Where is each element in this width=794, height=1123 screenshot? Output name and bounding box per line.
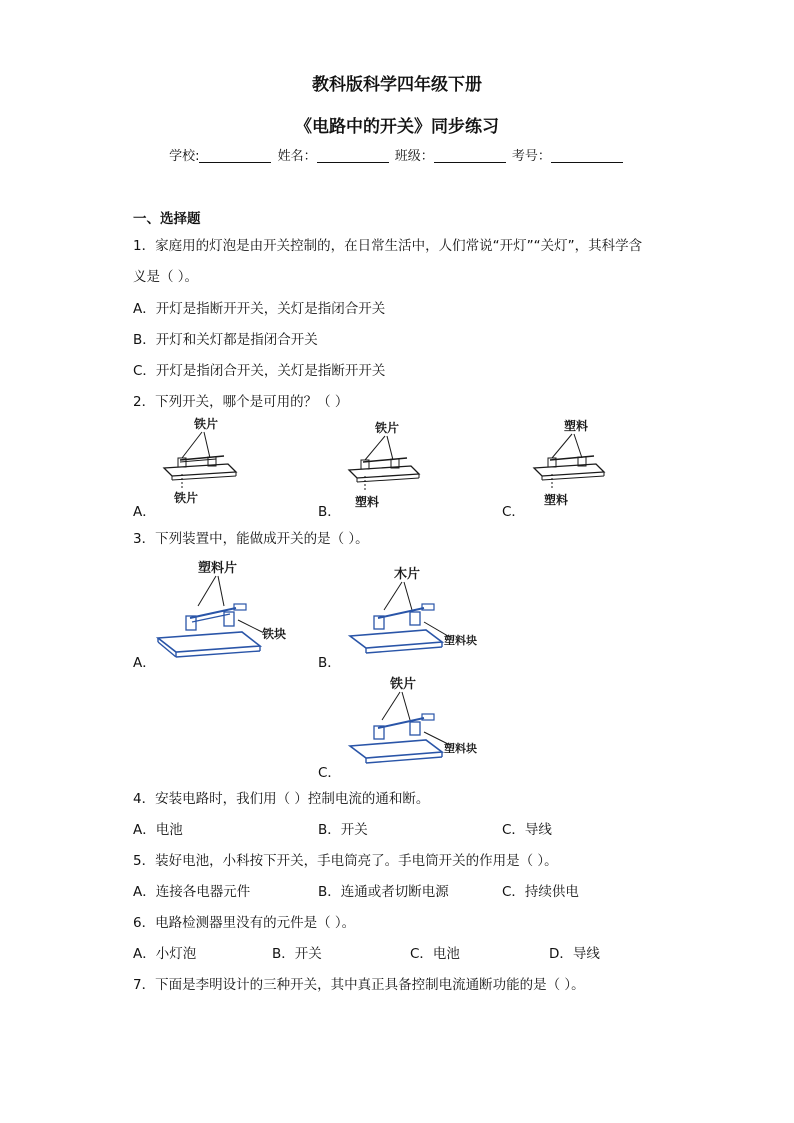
q6-option-b[interactable]: B．开关	[272, 946, 322, 962]
q2c-top-label: 塑料	[564, 419, 589, 433]
q4-option-b[interactable]: B．开关	[318, 822, 368, 838]
q3-stem: 3．下列装置中，能做成开关的是（ ）。	[133, 531, 369, 547]
q3a-side-label: 铁块	[262, 627, 287, 641]
q2-option-b[interactable]: B．	[318, 504, 341, 520]
section-heading: 一、选择题	[133, 211, 201, 227]
q3c-side-label: 塑料块	[444, 742, 477, 755]
student-info-line	[0, 145, 794, 164]
school-blank[interactable]	[199, 148, 271, 163]
q4-option-a[interactable]: A．电池	[133, 822, 183, 838]
q1-stem-line2: 义是（ ）。	[133, 269, 199, 285]
q2-option-a[interactable]: A．	[133, 504, 156, 520]
q3-figure-b	[340, 562, 490, 662]
q1-option-c[interactable]: C．开灯是指闭合开关，关灯是指断开开关	[133, 363, 386, 379]
name-blank[interactable]	[317, 148, 389, 163]
q2-figure-a	[150, 414, 250, 510]
q3-option-c[interactable]: C．	[318, 765, 341, 781]
q5-stem: 5．装好电池，小科按下开关，手电筒亮了。手电筒开关的作用是（ ）。	[133, 853, 558, 869]
q6-option-a[interactable]: A．小灯泡	[133, 946, 197, 962]
q3-figure-c	[340, 672, 490, 772]
q1-stem-line1: 1．家庭用的灯泡是由开关控制的，在日常生活中，人们常说“开灯”“关灯”，其科学含	[133, 238, 643, 254]
q2a-bottom-label: 铁片	[174, 491, 199, 505]
q6-option-d[interactable]: D．导线	[549, 946, 600, 962]
exam-number-label: 考号：	[511, 149, 551, 164]
q2-option-c[interactable]: C．	[502, 504, 525, 520]
q2-figure-c	[520, 414, 620, 510]
q3b-side-label: 塑料块	[444, 634, 477, 647]
class-blank[interactable]	[434, 148, 506, 163]
q5-option-c[interactable]: C．持续供电	[502, 884, 579, 900]
q3-option-a[interactable]: A．	[133, 655, 156, 671]
q1-option-b[interactable]: B．开灯和关灯都是指闭合开关	[133, 332, 318, 348]
q3b-top-label: 木片	[394, 567, 421, 582]
exam-number-blank[interactable]	[551, 148, 623, 163]
q7-stem: 7．下面是李明设计的三种开关，其中真正具备控制电流通断功能的是（ ）。	[133, 977, 585, 993]
q2c-bottom-label: 塑料	[544, 493, 569, 507]
q5-option-a[interactable]: A．连接各电器元件	[133, 884, 251, 900]
document-subtitle: 《电路中的开关》同步练习	[295, 117, 499, 137]
document-title: 教科版科学四年级下册	[312, 75, 482, 95]
q3-option-b[interactable]: B．	[318, 655, 341, 671]
class-label: 班级：	[394, 149, 434, 164]
q2b-bottom-label: 塑料	[355, 495, 380, 509]
q2-stem: 2．下列开关，哪个是可用的？（ ）	[133, 394, 349, 410]
q6-stem: 6．电路检测器里没有的元件是（ ）。	[133, 915, 356, 931]
q4-stem: 4．安装电路时，我们用（ ）控制电流的通和断。	[133, 791, 430, 807]
name-label: 姓名：	[277, 149, 317, 164]
q2b-top-label: 铁片	[375, 421, 400, 435]
q5-option-b[interactable]: B．连通或者切断电源	[318, 884, 449, 900]
q3-figure-a	[150, 556, 300, 666]
q4-option-c[interactable]: C．导线	[502, 822, 552, 838]
q1-option-a[interactable]: A．开灯是指断开开关，关灯是指闭合开关	[133, 301, 386, 317]
school-label: 学校:	[169, 149, 200, 164]
q6-option-c[interactable]: C．电池	[410, 946, 460, 962]
q3c-top-label: 铁片	[390, 677, 417, 692]
q2-figure-b	[335, 418, 435, 514]
q3a-top-label: 塑料片	[198, 561, 238, 576]
q2a-top-label: 铁片	[194, 417, 219, 431]
